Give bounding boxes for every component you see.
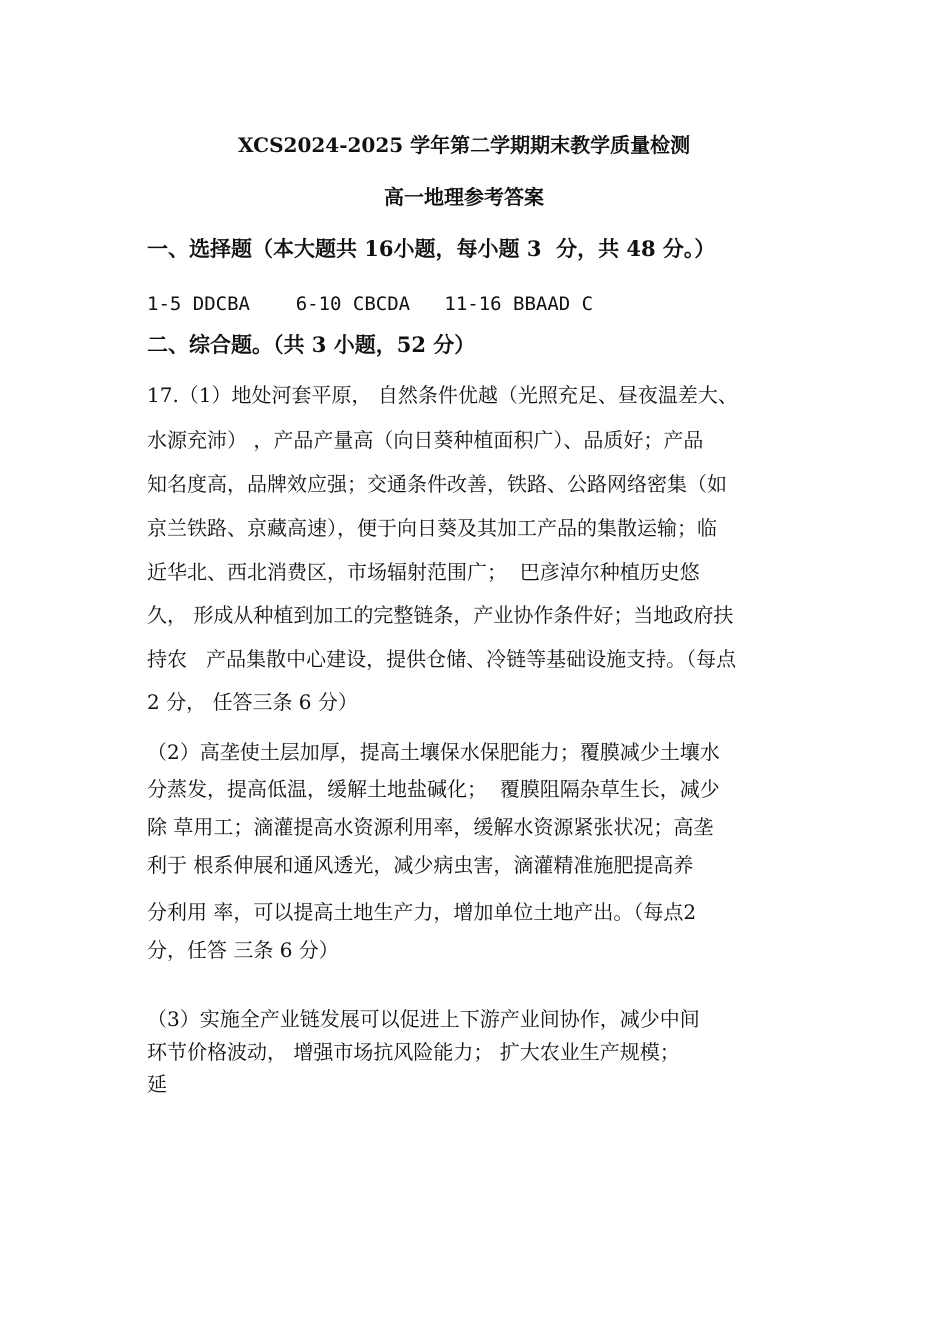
document-title: XCS2024-2025 学年第二学期期末教学质量检测 xyxy=(238,133,691,157)
q17-part2-line: 利于 根系伸展和通风透光，减少病虫害，滴灌精准施肥提高养 xyxy=(147,853,694,877)
q17-part2-line: 除 草用工；滴灌提高水资源利用率，缓解水资源紧张状况；高垄 xyxy=(147,815,714,839)
q17-part3-line: 环节价格波动， 增强市场抗风险能力； 扩大农业生产规模； xyxy=(147,1040,680,1064)
q17-part1-line: 久， 形成从种植到加工的完整链条，产业协作条件好；当地政府扶 xyxy=(147,603,734,627)
document-subtitle: 高一地理参考答案 xyxy=(384,185,544,209)
choice-answers: 1-5 DDCBA 6-10 CBCDA 11-16 BBAAD C xyxy=(147,293,594,315)
q17-part2-line: 分蒸发，提高低温，缓解土地盐碱化； 覆膜阻隔杂草生长，减少 xyxy=(147,777,720,801)
q17-part1-line: 近华北、西北消费区，市场辐射范围广； 巴彦淖尔种植历史悠 xyxy=(147,560,700,584)
q17-part1-line: 2 分， 任答三条 6 分） xyxy=(147,690,358,714)
q17-part1-line: 持农 产品集散中心建设，提供仓储、冷链等基础设施支持。（每点 xyxy=(147,647,737,671)
q17-part1-line: 水源充沛） ，产品产量高（向日葵种植面积广）、品质好；产品 xyxy=(147,428,704,452)
q17-part1-line: 知名度高，品牌效应强；交通条件改善，铁路、公路网络密集（如 xyxy=(147,472,727,496)
section-heading-choice: 一、选择题（本大题共 16小题，每小题 3 分，共 48 分。） xyxy=(147,236,716,261)
q17-part1-line: 17.（1）地处河套平原， 自然条件优越（光照充足、昼夜温差大、 xyxy=(147,383,738,407)
q17-part2-line: 分，任答 三条 6 分） xyxy=(147,938,339,962)
section-heading-comprehensive: 二、综合题。（共 3 小题，52 分） xyxy=(147,332,476,357)
q17-part2-line: 分利用 率，可以提高土地生产力，增加单位土地产出。（每点2 xyxy=(147,900,697,924)
q17-part1-line: 京兰铁路、京藏高速），便于向日葵及其加工产品的集散运输；临 xyxy=(147,516,717,540)
q17-part3-line: （3）实施全产业链发展可以促进上下游产业间协作，减少中间 xyxy=(147,1007,700,1031)
q17-part3-line: 延 xyxy=(147,1072,167,1096)
q17-part2-line: （2）高垄使土层加厚，提高土壤保水保肥能力；覆膜减少土壤水 xyxy=(147,740,720,764)
